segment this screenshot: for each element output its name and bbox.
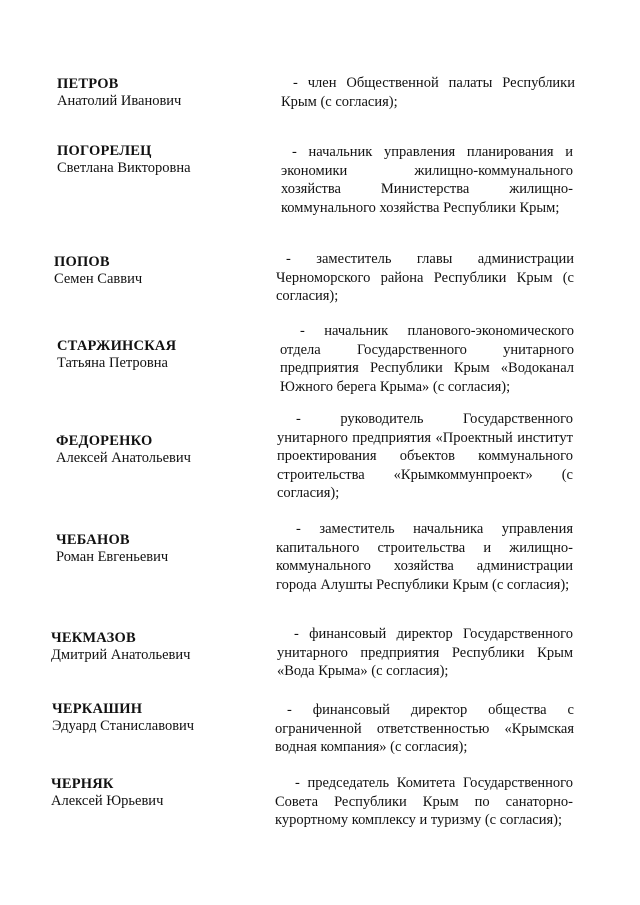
- member-given-names: Эдуард Станиславович: [52, 718, 195, 734]
- member-role: - начальник управления планирования и экономики жилищно-коммунального хозяйства Министерства жилищно-коммунального хозяйства Республики Крым;: [281, 144, 573, 216]
- member-role: - руководитель Государственного унитарного предприятия «Проектный институт проектирования объектов коммунального строительства «Крымкоммунпроект» (с согласия);: [277, 411, 573, 501]
- member-given-names: Светлана Викторовна: [57, 160, 191, 176]
- member-given-names: Семен Саввич: [54, 271, 143, 287]
- member-name: [54, 254, 304, 288]
- member-given-names: Алексей Анатольевич: [56, 450, 191, 466]
- member-name: [57, 338, 307, 372]
- member-name: [56, 532, 306, 566]
- member-name: [56, 433, 306, 467]
- member-role: - председатель Комитета Государственного Совета Республики Крым по санаторно-курортному комплексу и туризму (с согласия);: [275, 775, 573, 828]
- member-role: - член Общественной палаты Республики Крым (с согласия);: [281, 75, 575, 110]
- member-surname: ЧЕРНЯК: [51, 776, 114, 792]
- member-given-names: Алексей Юрьевич: [51, 793, 164, 809]
- member-given-names: Анатолий Иванович: [57, 93, 182, 109]
- member-name: [57, 76, 307, 110]
- member-name: [57, 143, 307, 177]
- member-surname: ЧЕКМАЗОВ: [51, 630, 136, 646]
- member-role: - заместитель главы администрации Черноморского района Республики Крым (с согласия);: [276, 251, 574, 304]
- member-role: - финансовый директор общества с ограниченной ответственностью «Крымская водная компания» (с согласия);: [275, 702, 574, 755]
- member-name: [51, 630, 301, 664]
- member-given-names: Роман Евгеньевич: [56, 549, 169, 565]
- member-given-names: Дмитрий Анатольевич: [51, 647, 191, 663]
- member-surname: ЧЕБАНОВ: [56, 532, 130, 548]
- member-surname: ПОГОРЕЛЕЦ: [57, 143, 152, 159]
- member-name: [51, 776, 301, 810]
- member-surname: ПЕТРОВ: [57, 76, 119, 92]
- member-role: - финансовый директор Государственного унитарного предприятия Республики Крым «Вода Крыма» (с согласия);: [277, 626, 573, 679]
- member-role: - заместитель начальника управления капитального строительства и жилищно-коммунального хозяйства администрации города Алушты Республики Крым (с согласия);: [276, 521, 573, 593]
- member-surname: СТАРЖИНСКАЯ: [57, 338, 177, 354]
- member-surname: ЧЕРКАШИН: [52, 701, 143, 717]
- member-role: - начальник планового-экономического отдела Государственного унитарного предприятия Республики Крым «Водоканал Южного берега Крыма» (с согласия);: [280, 323, 574, 395]
- member-name: [52, 701, 302, 735]
- member-surname: ПОПОВ: [54, 254, 110, 270]
- member-surname: ФЕДОРЕНКО: [56, 433, 153, 449]
- member-given-names: Татьяна Петровна: [57, 355, 168, 371]
